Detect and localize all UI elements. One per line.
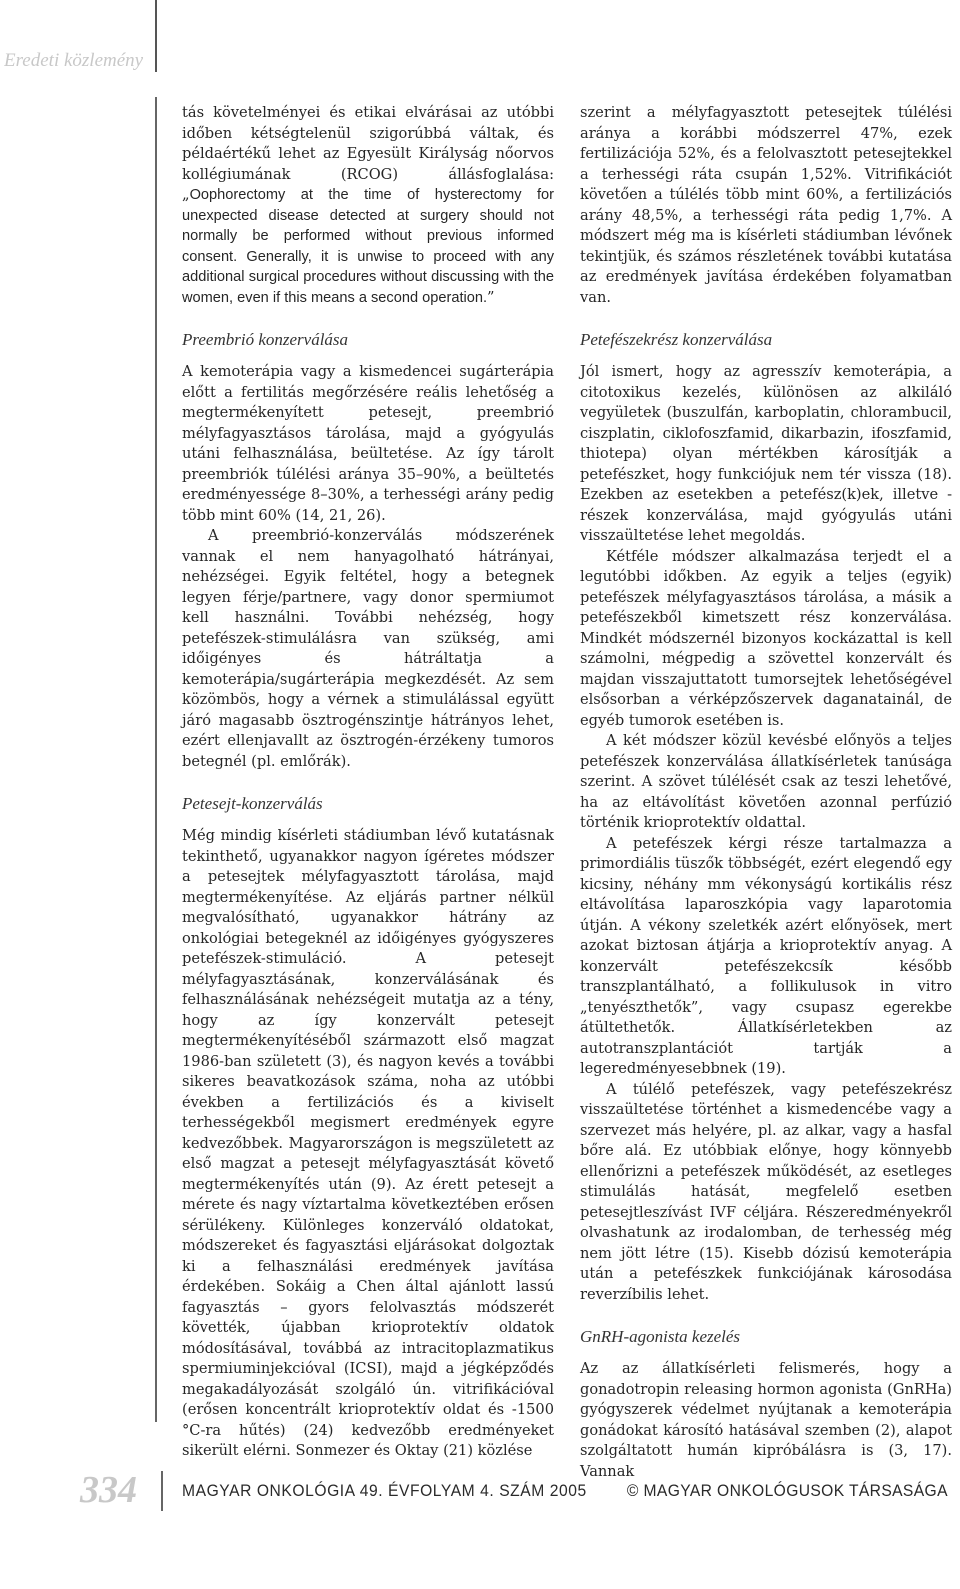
paragraph-intro: tás követelményei és etikai elvárásai az utóbbi időben kétségtelenül szigorúbbá váltak, és példaértékű lehet az Egyesült Királyság nőorvos kollégiumának (RCOG) állásfoglalása: „ <box>182 104 554 203</box>
margin-rule <box>155 97 157 1422</box>
header-rule <box>155 0 157 72</box>
page-footer <box>0 1467 960 1527</box>
footer-rule <box>161 1471 163 1511</box>
section-heading-gnrh: GnRH-agonista kezelés <box>580 1327 741 1346</box>
quote-close: ” <box>487 288 495 306</box>
paragraph: Az az állatkísérleti felismerés, hogy a gonadotropin releasing hormon agonista (GnRHa) gyógyszerek védelmet nyújtanak a kemoterápia gonádokat károsító hatásával szemben (2), alapot szolgáltatott humán kipróbálásra is (3, 17). Vannak <box>580 1360 952 1480</box>
section-heading-petefeszekresz: Petefészekrész konzerválása <box>580 330 773 349</box>
rcog-quote: Oophorectomy at the time of hysterectomy for unexpected disease detected at surgery should not normally be performed without previous informed consent. Generally, it is unwise to proceed with any additional surgical procedures without discussing with the women, even if this means a second operation. <box>182 187 554 306</box>
paragraph <box>182 103 554 308</box>
paragraph: A két módszer közül kevésbé előnyös a teljes petefészek konzerválása állatkísérletek tanúsága szerint. A szövet túlélését csak az teszi lehetővé, ha az eltávolítást követően azonnal perfúzió történik krioprotektív oldattal. <box>580 732 952 831</box>
section-heading-petesejt: Petesejt-konzerválás <box>182 794 323 813</box>
page-number: 334 <box>80 1469 137 1511</box>
paragraph: A kemoterápia vagy a kismedencei sugárterápia előtt a fertilitás megőrzésére reális lehetőség a megtermékenyített petesejt, preembrió mélyfagyasztásos tárolása, majd a gyógyulás utáni felhasználása, beültetése. Az így tárolt preembriók túlélési aránya 35–90%, a beültetés eredményessége 8–30%, a terhességi arány pedig több mint 60% (14, 21, 26). <box>182 363 554 524</box>
copyright-notice: © MAGYAR ONKOLÓGUSOK TÁRSASÁGA <box>627 1481 948 1500</box>
paragraph: A petefészek kérgi része tartalmazza a primordiális tüszők többségét, ezért elegendő egy kicsiny, néhány mm vékonyságú kortikális rész eltávolítása laparoszkópia vagy laparotomia útján. A vékony szeletkék azért előnyösek, mert azokat biztosan átjárja a krioprotektív anyag. A konzervált petefészekcsík később transzplantálható, a follikulusok in vitro „tenyészthetők”, vagy csupasz egerekbe átültethetők. Állatkísérletekben az autotranszplantációt tartják a legeredményesebbnek (19). <box>580 834 952 1077</box>
paragraph: Még mindig kísérleti stádiumban lévő kutatásnak tekinthető, ugyanakkor nagyon ígéretes módszer a petesejtek mélyfagyasztott tárolása, majd megtermékenyítése. Az eljárás partner nélkül megvalósítható, ugyanakkor hátrány az onkológiai betegeknél az időigényes gyógyszeres petefészek-stimuláció. A petesejt mélyfagyasztásának, konzerválásának és felhasználásának nehézségeit mutatja az a tény, hogy az így konzervált petesejt megtermékenyítéséből származott első magzat 1986-ban született (3), és nagyon kevés a további sikeres beavatkozások száma, noha az utóbbi években a fertilizációs és a kiviselt terhességekből megismert eredmények egyre kedvezőbbek. Magyarországon is megszületett az első magzat a petesejt mélyfagyasztását követő megtermékenyítés után (9). Az érett petesejt a mérete és nagy víztartalma következtében erősen sérülékeny. Különleges konzerváló oldatokat, módszereket és fagyasztási eljárásokat dolgoztak ki a felhasználási eredmények javítása érdekében. Sokáig a Chen által ajánlott lassú fagyasztás – gyors felolvasztás módszerét követték, újabban krioprotektív oldatok módosításával, továbbá az intracitoplazmatikus spermiuminjekcióval (ICSI), majd a jégképződés megakadályozását szolgáló ún. vitrifikációval (erősen koncentrált krioprotektív oldat és -1500 °C-ra hűtés) (24) kedvezőbb eredményeket sikerült elérni. Sonmezer és Oktay (21) közlése <box>182 827 554 1459</box>
paragraph: A túlélő petefészek, vagy petefészekrész visszaültetése történhet a kismedencébe vagy a szervezet más helyére, pl. az alkar, vagy a hasfal bőre alá. Ez utóbbiak előnye, hogy könnyebb ellenőrizni a petefészek működését, az esetleges stimulálás hatását, megfelelő esetben petesejtleszívást IVF céljára. Részeredményekről olvashatunk az irodalomban, de terhesség még nem jött létre (15). Kisebb dózisú kemoterápia után a petefészkek funkciójának károsodása reverzíbilis lehet. <box>580 1080 952 1303</box>
paragraph: Kétféle módszer alkalmazása terjedt el a legutóbbi időkben. Az egyik a teljes (egyik) petefészek mélyfagyasztásos tárolása, a másik a petefészekből kimetszett rész konzerválása. Mindkét módszernél bizonyos kockázattal is kell számolni, mégpedig a szövettel konzervált és majdan visszajuttatott tumorsejtek lehetőségével elsősorban a vérképzőszervek daganatainál, de egyéb tumorok esetében is. <box>580 547 952 729</box>
paragraph: szerint a mélyfagyasztott petesejtek túlélési aránya a korábbi módszerrel 47%, ezek fertilizációja 52%, és a felolvasztott petesejtekkel a terhességi ráta csupán 1,52%. Vitrifikációt követően a túlélés több mint 60%, a fertilizációs arány 48,5%, a terhességi ráta pedig 1,7%. A módszert még ma is kísérleti stádiumban lévőnek tekintjük, és számos részletének további kutatása az eredmények javítása érdekében folyamatban van. <box>580 104 952 306</box>
left-column <box>182 103 554 1462</box>
paragraph: Jól ismert, hogy az agresszív kemoterápia, a citotoxikus kezelés, különösen az alkiláló vegyületek (buszulfán, karboplatin, chlorambucil, ciszplatin, ciklofoszfamid, dikarbazin, ifoszfamid, thiotepa) olyan mértékben károsítják a petefészket, hogy funkciójuk nem tér vissza (18). Ezekben az esetekben a petefész(k)ek, illetve -részek konzerválása, majd gyógyulás utáni visszaültetése lehet megoldás. <box>580 363 952 544</box>
section-heading-preembrio: Preembrió konzerválása <box>182 330 349 349</box>
paragraph: A preembrió-konzerválás módszerének vannak el nem hanyagolható hátrányai, nehézségei. Egyik feltétel, hogy a betegnek legyen férje/partnere, vagy donor spermiumot kell használni. További nehézség, hogy petefészek-stimulálásra van szükség, ami időigényes és hátráltatja a kemoterápia/sugárterápia megkezdését. Az sem közömbös, hogy a vérnek a stimulálással együtt járó magasabb ösztrogénszintje hátrányos lehet, ezért ellenjavallt az ösztrogén-érzékeny tumoros betegnél (pl. emlőrák). <box>182 527 554 770</box>
journal-name: MAGYAR ONKOLÓGIA 49. ÉVFOLYAM 4. SZÁM 2005 <box>182 1481 587 1500</box>
right-column <box>580 103 952 1482</box>
section-label: Eredeti közlemény <box>4 50 144 71</box>
